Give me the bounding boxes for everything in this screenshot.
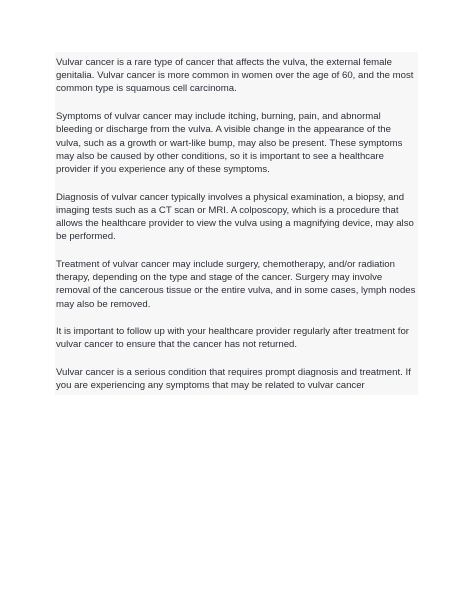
paragraph-diagnosis: Diagnosis of vulvar cancer typically involves a physical examination, a biopsy, and imaging tests such as a CT scan or MRI. A colposcopy, which is a procedure that allows the healthcare provider to view the vulva using a magnifying device, may also be performed. [56,191,414,243]
paragraph-intro: Vulvar cancer is a rare type of cancer that affects the vulva, the external female genitalia. Vulvar cancer is more common in women over the age of 60, and the most common type is squamous cell carcinoma. [56,57,414,95]
paragraph-symptoms: Symptoms of vulvar cancer may include itching, burning, pain, and abnormal bleeding or discharge from the vulva. A visible change in the appearance of the vulva, such as a growth or wart-like bump, may also be present. These symptoms may also be caused by other conditions, so it is important to see a healthcare provider if you experience any of these symptoms. [56,111,403,175]
paragraph-follow-up: It is important to follow up with your healthcare provider regularly after treatment for vulvar cancer to ensure that the cancer has not returned. [56,326,409,351]
paragraph-conclusion: Vulvar cancer is a serious condition that requires prompt diagnosis and treatment. If you are experiencing any symptoms that may be related to vulvar cancer [56,367,411,392]
paragraph-treatment: Treatment of vulvar cancer may include surgery, chemotherapy, and/or radiation therapy, depending on the type and stage of the cancer. Surgery may involve removal of the cancerous tissue or the entire vulva, and in some cases, lymph nodes may also be removed. [56,258,416,310]
text-block [55,52,418,395]
